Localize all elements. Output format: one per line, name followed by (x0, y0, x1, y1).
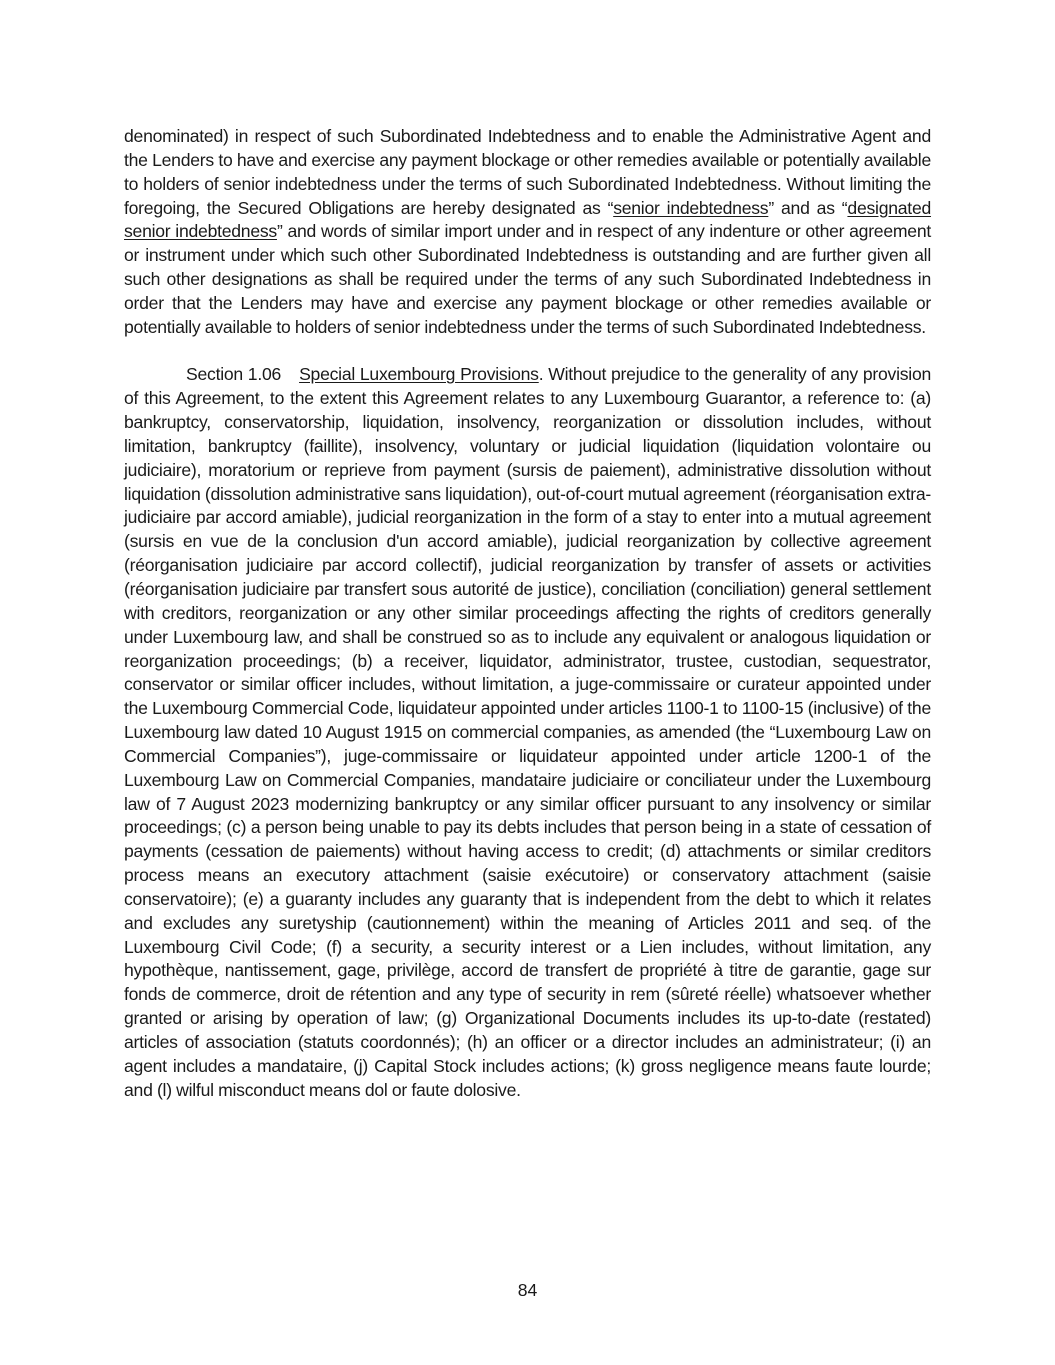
paragraph-subordination (124, 125, 931, 340)
page-number: 84 (517, 1280, 538, 1300)
section-body-text: Without prejudice to the generality of any provision of this Agreement, to the extent this Agreement relates to any Luxembourg Guarantor, a reference to: (a) bankruptcy, conservatorship, liquidation, insolvency, reorganization or dissolution includes, without limitation, bankruptcy (faillite), insolvency, voluntary or judicial liquidation (liquidation volontaire ou judiciaire), moratorium or reprieve from payment (sursis de paiement), administrative dissolution without liquidation (dissolution administrative sans liquidation), out-of-court mutual agreement (réorganisation extra-judiciaire par accord amiable), judicial reorganization in the form of a stay to enter into a mutual agreement (sursis en vue de la conclusion d'un accord amiable), judicial reorganization by collective agreement (réorganisation judiciaire par accord collectif), judicial reorganization by transfer of assets or activities (réorganisation judiciaire par transfert sous autorité de justice), conciliation (conciliation) general settlement with creditors, reorganization or any other similar proceedings affecting the rights of creditors generally under Luxembourg law, and shall be construed so as to include any equivalent or analogous liquidation or reorganization proceedings; (b) a receiver, liquidator, administrator, trustee, custodian, sequestrator, conservator or similar officer includes, without limitation, a juge-commissaire or curateur appointed under the Luxembourg Commercial Code, liquidateur appointed under articles 1100-1 to 1100-15 (inclusive) of the Luxembourg law dated 10 August 1915 on commercial companies, as amended (the “Luxembourg Law on Commercial Companies”), juge-commissaire or liquidateur appointed under article 1200-1 of the Luxembourg Law on Commercial Companies, mandataire judiciaire or conciliateur under the Luxembourg law of 7 August 2023 modernizing bankruptcy or any similar officer pursuant to any insolvency or similar proceedings; (c) a person being unable to pay its debts includes that person being in a state of cessation of payments (cessation de paiements) without having access to credit; (d) attachments or similar creditors process means an executory attachment (saisie exécutoire) or conservatory attachment (saisie conservatoire); (e) a guaranty includes any guaranty that is independent from the debt to which it relates and excludes any suretyship (cautionnement) within the meaning of Articles 2011 and seq. of the Luxembourg Civil Code; (f) a security, a security interest or a Lien includes, without limitation, any hypothèque, nantissement, gage, privilège, accord de transfert de propriété à titre de garantie, gage sur fonds de commerce, droit de rétention and any type of security in rem (sûreté réelle) whatsoever whether granted or arising by operation of law; (g) Organizational Documents includes its up-to-date (restated) articles of association (statuts coordonnés); (h) an officer or a director includes an administrateur; (i) an agent includes a mandataire, (j) Capital Stock includes actions; (k) gross negligence means faute lourde; and (l) wilful misconduct means dol or faute dolosive. (124, 364, 932, 1100)
section-1-06-paragraph (124, 363, 931, 1102)
defined-term-designated-senior-indebtedness: designated senior indebtedness (124, 197, 932, 242)
paragraph-text: denominated) in respect of such Subordinated Indebtedness and to enable the Administrative Agent and the Lenders to have and exercise any payment blockage or other remedies available or potentially available to holders of senior indebtedness under the terms of such Subordinated Indebtedness. Without limiting the foregoing, the Secured Obligations are hereby designated as “ (124, 126, 931, 218)
paragraph-text: ” and as “ (768, 197, 848, 218)
section-heading-period: . (538, 364, 544, 385)
section-heading: Special Luxembourg Provisions (299, 364, 539, 385)
section-number: Section 1.06 (186, 364, 282, 385)
page-body (124, 125, 931, 1103)
defined-term-senior-indebtedness: senior indebtedness (613, 197, 769, 218)
paragraph-text: ” and words of similar import under and in respect of any indenture or other agreement or instrument under which such other Subordinated Indebtedness is outstanding and are further given all such other designations as shall be required under the terms of any such Subordinated Indebtedness in order that the Lenders may have and exercise any payment blockage or other remedies available or potentially available to holders of senior indebtedness under the terms of such Subordinated Indebtedness. (124, 221, 931, 337)
